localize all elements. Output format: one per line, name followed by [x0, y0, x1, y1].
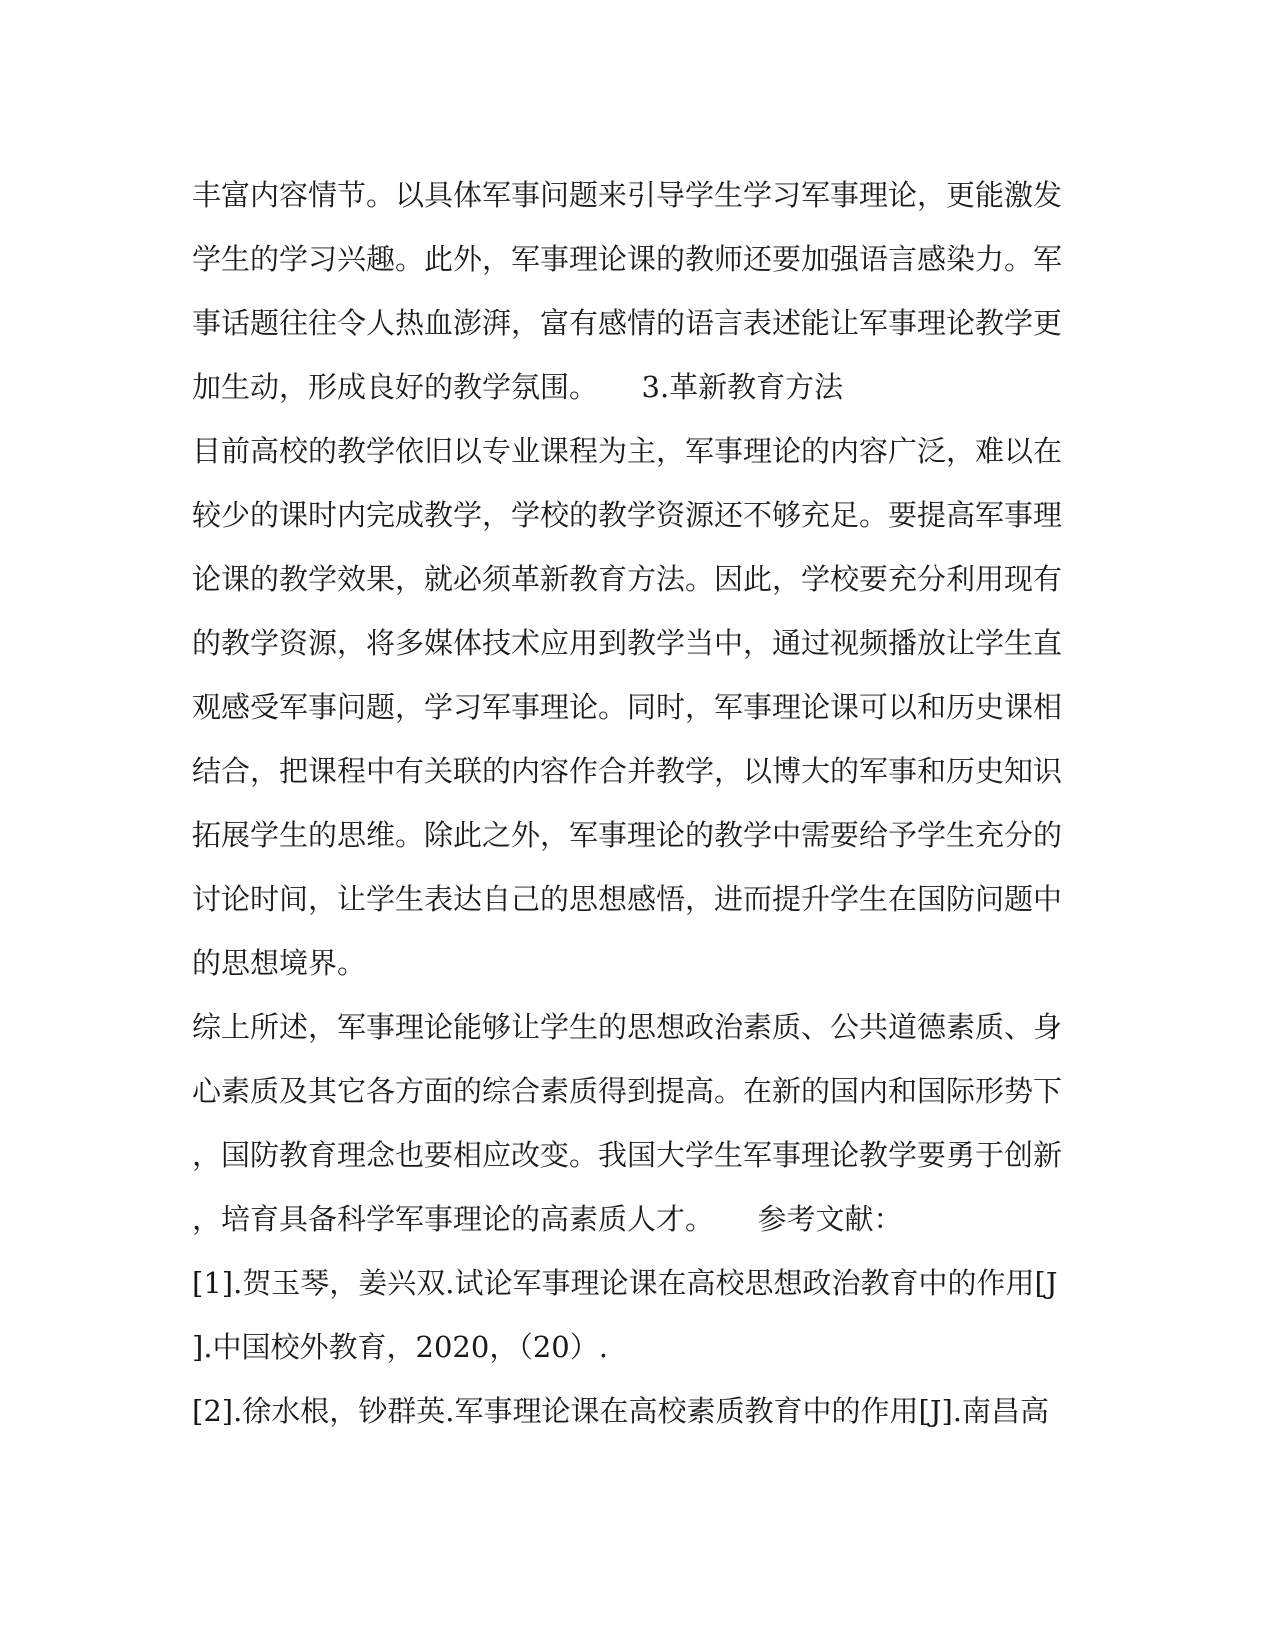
text-line: ，培育具备科学军事理论的高素质人才。 参考文献：	[192, 1202, 903, 1236]
text-line: 加生动，形成良好的教学氛围。 3.革新教育方法	[192, 370, 844, 404]
reference-line: [2].徐水根，钞群英.军事理论课在高校素质教育中的作用[J].南昌高	[192, 1394, 1049, 1428]
text-line: 讨论时间，让学生表达自己的思想感悟，进而提升学生在国防问题中	[192, 882, 1063, 916]
reference-line: ].中国校外教育，2020，（20）.	[192, 1330, 608, 1364]
text-line: 较少的课时内完成教学，学校的教学资源还不够充足。要提高军事理	[192, 498, 1063, 532]
text-line: 的思想境界。	[192, 946, 367, 980]
text-line: 观感受军事问题，学习军事理论。同时，军事理论课可以和历史课相	[192, 690, 1063, 724]
text-line: 结合，把课程中有关联的内容作合并教学，以博大的军事和历史知识	[192, 754, 1063, 788]
text-line: 丰富内容情节。以具体军事问题来引导学生学习军事理论，更能激发	[192, 178, 1063, 212]
text-line: ，国防教育理念也要相应改变。我国大学生军事理论教学要勇于创新	[192, 1138, 1063, 1172]
reference-line: [1].贺玉琴，姜兴双.试论军事理论课在高校思想政治教育中的作用[J	[192, 1266, 1058, 1300]
text-line: 心素质及其它各方面的综合素质得到提高。在新的国内和国际形势下	[192, 1074, 1063, 1108]
text-line: 学生的学习兴趣。此外，军事理论课的教师还要加强语言感染力。军	[192, 242, 1063, 276]
text-line: 事话题往往令人热血澎湃，富有感情的语言表述能让军事理论教学更	[192, 306, 1063, 340]
text-line: 目前高校的教学依旧以专业课程为主，军事理论的内容广泛，难以在	[192, 434, 1063, 468]
text-line: 论课的教学效果，就必须革新教育方法。因此，学校要充分利用现有	[192, 562, 1063, 596]
text-line: 的教学资源，将多媒体技术应用到教学当中，通过视频播放让学生直	[192, 626, 1063, 660]
document-body	[192, 163, 1092, 1443]
text-line: 拓展学生的思维。除此之外，军事理论的教学中需要给予学生充分的	[192, 818, 1063, 852]
text-line: 综上所述，军事理论能够让学生的思想政治素质、公共道德素质、身	[192, 1010, 1063, 1044]
